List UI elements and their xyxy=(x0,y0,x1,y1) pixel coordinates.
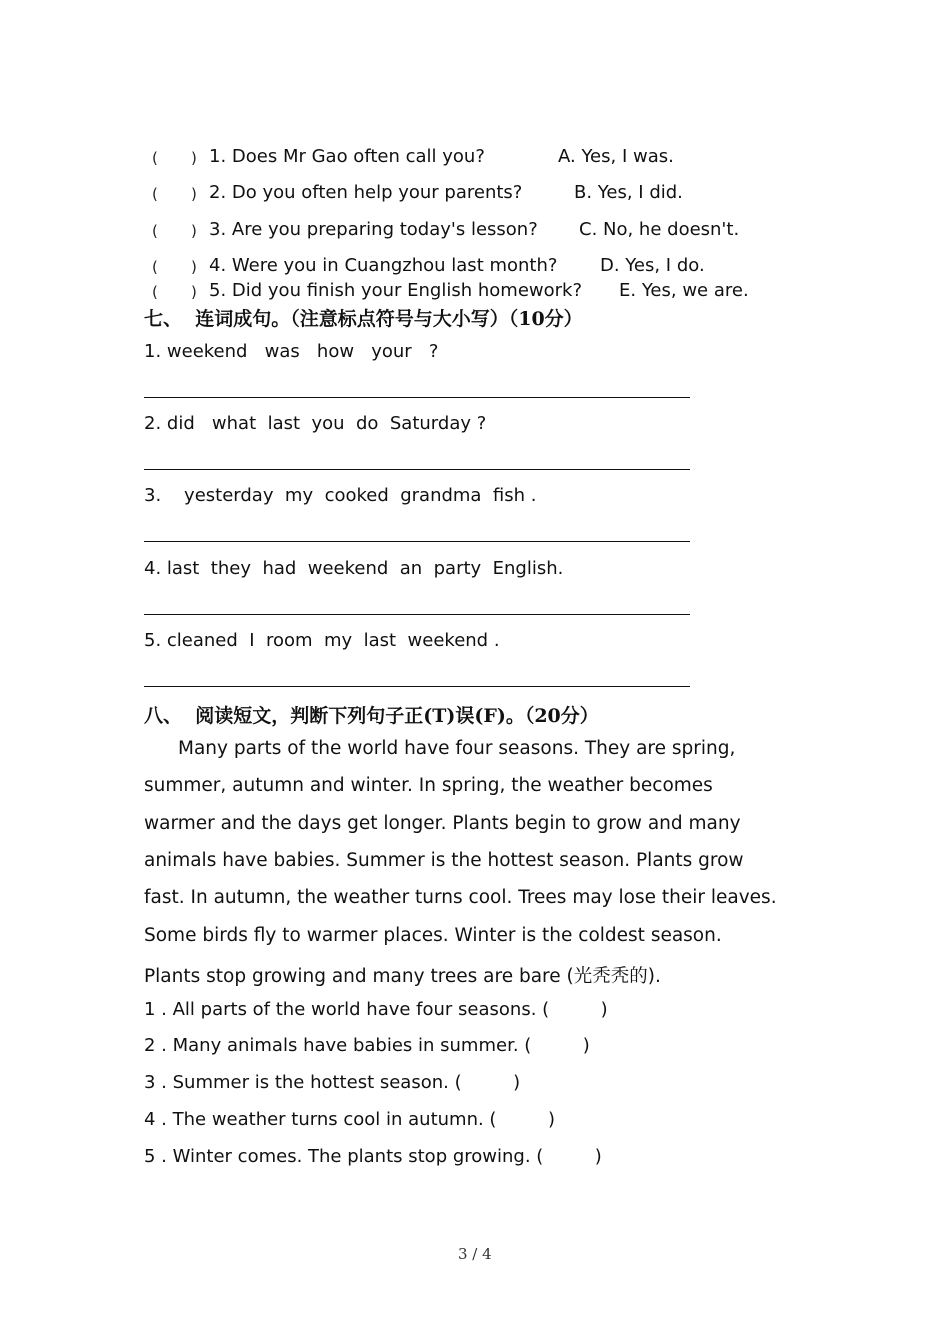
matching-answer-d: D. Yes, I do. xyxy=(600,255,705,276)
section-7-heading: 七、 连词成句。（注意标点符号与大小写）（10分） xyxy=(144,308,583,330)
answer-paren-open-3: ( xyxy=(152,222,158,240)
matching-question-5: 5. Did you finish your English homework? xyxy=(209,280,583,301)
answer-paren-close-1: ) xyxy=(191,149,197,167)
reorder-item-5: 5. cleaned I room my last weekend . xyxy=(144,630,500,651)
matching-answer-c: C. No, he doesn't. xyxy=(579,219,740,240)
answer-paren-open-1: ( xyxy=(152,149,158,167)
answer-paren-close-3: ) xyxy=(191,222,197,240)
matching-question-1: 1. Does Mr Gao often call you? xyxy=(209,146,485,167)
reorder-item-4: 4. last they had weekend an party English. xyxy=(144,558,564,579)
reorder-item-2: 2. did what last you do Saturday ? xyxy=(144,413,487,434)
tf-statement-2: 2 . Many animals have babies in summer. ( ) xyxy=(144,1035,590,1056)
matching-answer-b: B. Yes, I did. xyxy=(574,182,683,203)
page-number: 3 / 4 xyxy=(458,1245,492,1263)
answer-line-2 xyxy=(144,469,690,470)
matching-question-4: 4. Were you in Cuangzhou last month? xyxy=(209,255,558,276)
answer-paren-open-4: ( xyxy=(152,258,158,276)
matching-answer-a: A. Yes, I was. xyxy=(558,146,674,167)
answer-paren-open-2: ( xyxy=(152,185,158,203)
answer-paren-close-2: ) xyxy=(191,185,197,203)
tf-statement-3: 3 . Summer is the hottest season. ( ) xyxy=(144,1072,521,1093)
matching-question-2: 2. Do you often help your parents? xyxy=(209,182,523,203)
answer-paren-close-4: ) xyxy=(191,258,197,276)
tf-statement-1: 1 . All parts of the world have four seasons. ( ) xyxy=(144,999,608,1020)
passage-line: Many parts of the world have four seasons. They are spring, xyxy=(178,738,736,759)
matching-question-3: 3. Are you preparing today's lesson? xyxy=(209,219,538,240)
passage-line: Some birds fly to warmer places. Winter is the coldest season. xyxy=(144,925,722,946)
section-8-heading: 八、 阅读短文，判断下列句子正(T)误(F)。（20分） xyxy=(144,705,599,727)
answer-line-5 xyxy=(144,686,690,687)
passage-line: Plants stop growing and many trees are bare (光秃秃的). xyxy=(144,966,661,987)
tf-statement-4: 4 . The weather turns cool in autumn. ( ) xyxy=(144,1109,555,1130)
reorder-item-1: 1. weekend was how your ? xyxy=(144,341,439,362)
reorder-item-3: 3. yesterday my cooked grandma fish . xyxy=(144,485,537,506)
passage-line: summer, autumn and winter. In spring, the weather becomes xyxy=(144,775,713,796)
answer-paren-open-5: ( xyxy=(152,283,158,301)
answer-line-1 xyxy=(144,397,690,398)
passage-line: fast. In autumn, the weather turns cool. Trees may lose their leaves. xyxy=(144,887,777,908)
tf-statement-5: 5 . Winter comes. The plants stop growing. ( ) xyxy=(144,1146,602,1167)
answer-line-3 xyxy=(144,541,690,542)
matching-answer-e: E. Yes, we are. xyxy=(619,280,749,301)
answer-line-4 xyxy=(144,614,690,615)
passage-line: animals have babies. Summer is the hottest season. Plants grow xyxy=(144,850,744,871)
passage-line: warmer and the days get longer. Plants begin to grow and many xyxy=(144,813,741,834)
answer-paren-close-5: ) xyxy=(191,283,197,301)
